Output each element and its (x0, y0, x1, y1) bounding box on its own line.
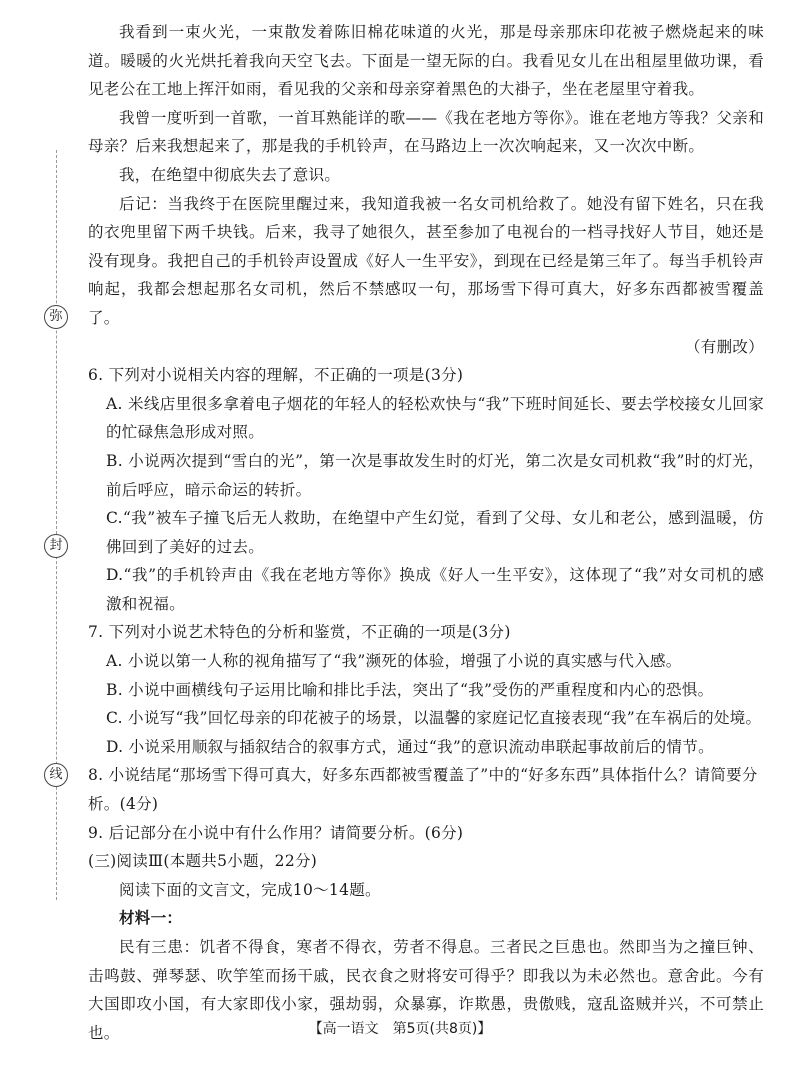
margin-mark-xian: 线 (44, 763, 68, 787)
margin-mark-mi: 弥 (44, 305, 68, 329)
story-paragraph-3: 我，在绝望中彻底失去了意识。 (119, 165, 341, 184)
section-heading: (三)阅读Ⅲ(本题共5小题，22分) (88, 852, 318, 871)
question-6-option-b: B. 小说两次提到“雪白的光”，第一次是事故发生时的灯光，第二次是女司机救“我”时的灯光，前后呼应，暗示命运的转折。 (106, 451, 764, 499)
material-title: 材料一： (119, 908, 183, 928)
question-7-stem: 7. 下列对小说艺术特色的分析和鉴赏，不正确的一项是(3分) (88, 623, 511, 642)
binding-margin-line (56, 150, 57, 900)
story-paragraph-2: 我曾一度听到一首歌，一首耳熟能详的歌——《我在老地方等你》。谁在老地方等我？父亲和母亲？后来我想起来了，那是我的手机铃声，在马路边上一次次响起来，又一次次中断。 (88, 108, 764, 156)
edit-note: （有删改） (684, 337, 764, 356)
story-afterword: 后记：当我终于在医院里醒过来，我知道我被一名女司机给救了。她没有留下姓名，只在我的衣兜里留下两千块钱。后来，我寻了她很久，甚至参加了电视台的一档寻找好人节目，她还是没有现身。我把自己的手机铃声设置成《好人一生平安》，到现在已经是第三年了。每当手机铃声响起，我都会想起那名女司机，然后不禁感叹一句，那场雪下得可真大，好多东西都被雪覆盖了。 (88, 194, 764, 327)
story-paragraph-1: 我看到一束火光，一束散发着陈旧棉花味道的火光，那是母亲那床印花被子燃烧起来的味道。暖暖的火光烘托着我向天空飞去。下面是一望无际的白。我看见女儿在出租屋里做功课，看见老公在工地上挥汗如雨，看见我的父亲和母亲穿着黑色的大褂子，坐在老屋里守着我。 (88, 23, 764, 99)
question-7-option-b: B. 小说中画横线句子运用比喻和排比手法，突出了“我”受伤的严重程度和内心的恐惧。 (106, 680, 714, 699)
page-content (88, 18, 764, 1047)
question-6-stem: 6. 下列对小说相关内容的理解，不正确的一项是(3分) (88, 366, 464, 385)
question-7-option-a: A. 小说以第一人称的视角描写了“我”濒死的体验，增强了小说的真实感与代入感。 (106, 652, 682, 671)
page-footer: 【高一语文 第5页(共8页)】 (308, 1021, 492, 1037)
question-6-option-c: C.“我”被车子撞飞后无人救助，在绝望中产生幻觉，看到了父母、女儿和老公，感到温暖，仿佛回到了美好的过去。 (106, 509, 764, 556)
question-6-option-a: A. 米线店里很多拿着电子烟花的年轻人的轻松欢快与“我”下班时间延长、要去学校接女儿回家的忙碌焦急形成对照。 (106, 394, 764, 442)
question-8: 8. 小说结尾“那场雪下得可真大，好多东西都被雪覆盖了”中的“好多东西”具体指什么？请简要分析。(4分) (88, 766, 758, 814)
question-6-option-d: D.“我”的手机铃声由《我在老地方等你》换成《好人一生平安》，这体现了“我”对女司机的感激和祝福。 (106, 566, 764, 613)
reading-instruction: 阅读下面的文言文，完成10～14题。 (119, 880, 381, 899)
margin-mark-feng: 封 (44, 534, 68, 558)
classical-passage: 民有三患：饥者不得食，寒者不得衣，劳者不得息。三者民之巨患也。然即当为之撞巨钟、击鸣鼓、弹琴瑟、吹竽笙而扬干戚，民衣食之财将安可得乎？即我以为未必然也。意舍此。今有大国即攻小国，有大家即伐小家，强劫弱，众暴寡，诈欺愚，贵傲贱，寇乱盗贼并兴，不可禁止也。 (88, 938, 764, 1042)
question-9: 9. 后记部分在小说中有什么作用？请简要分析。(6分) (88, 823, 464, 842)
question-7-option-c: C. 小说写“我”回忆母亲的印花被子的场景，以温馨的家庭记忆直接表现“我”在车祸后的处境。 (106, 709, 762, 728)
question-7-option-d: D. 小说采用顺叙与插叙结合的叙事方式，通过“我”的意识流动串联起事故前后的情节。 (106, 737, 714, 756)
